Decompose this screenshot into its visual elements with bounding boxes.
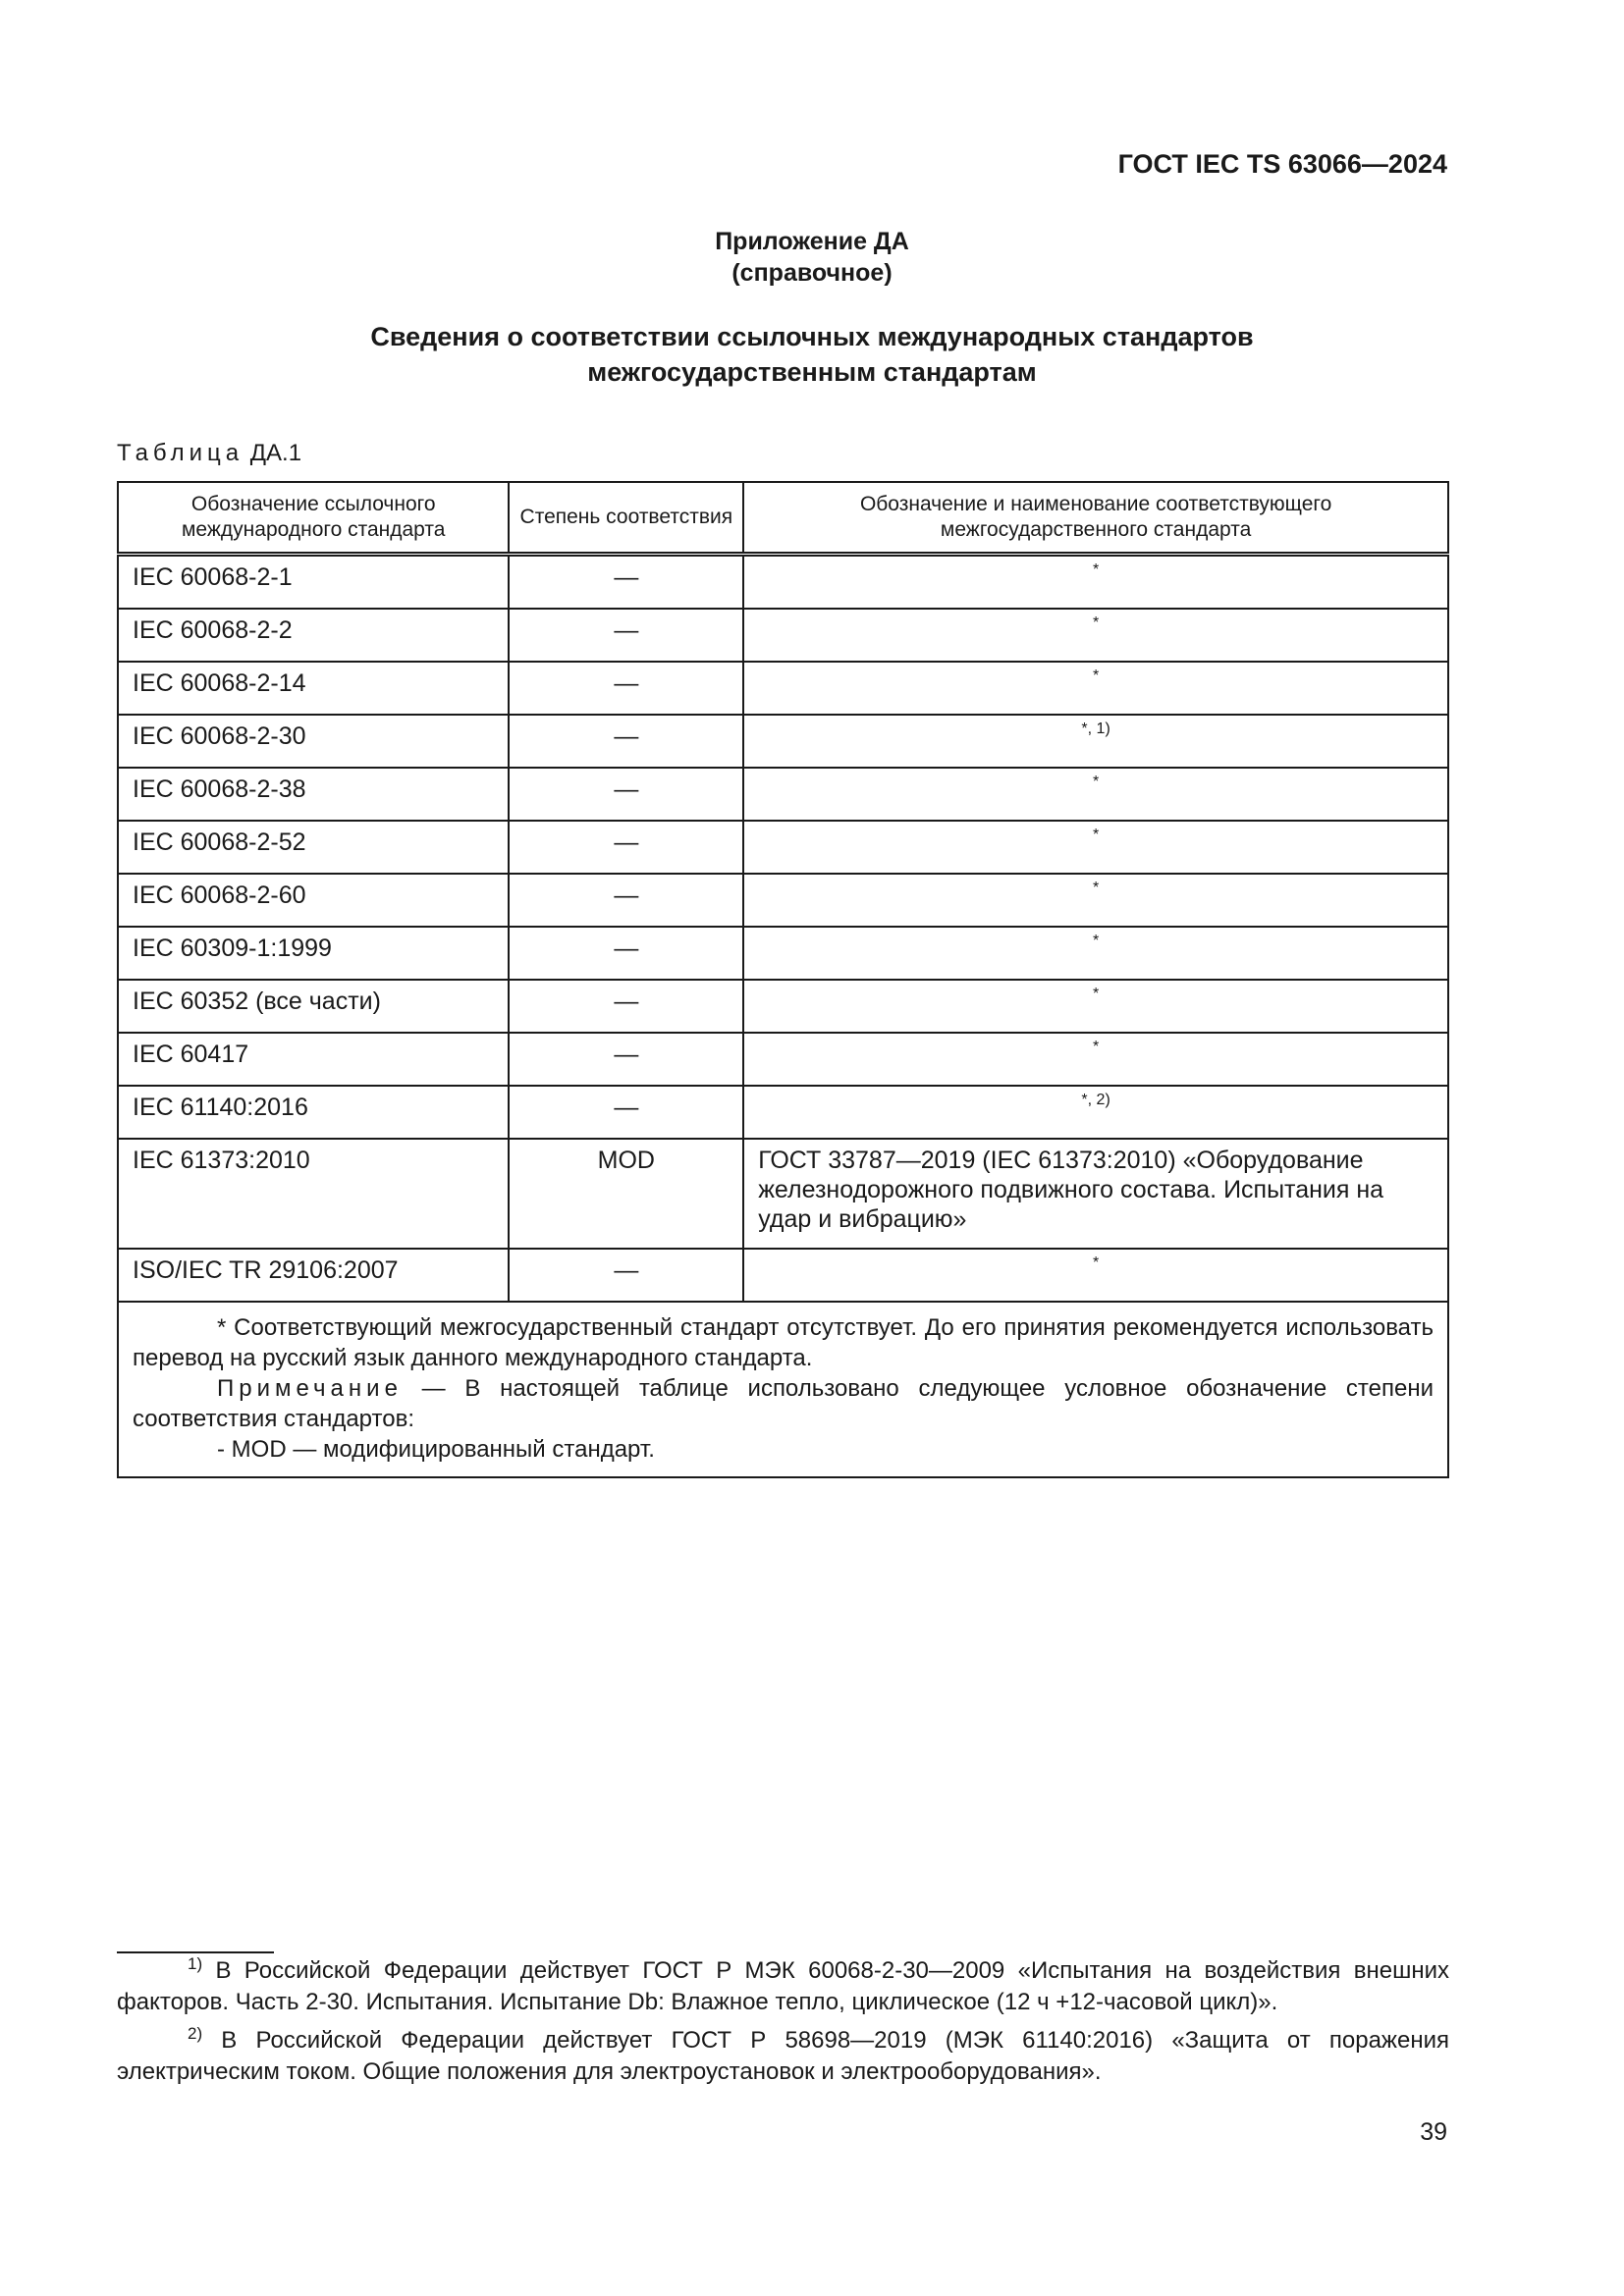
cell-national: ГОСТ 33787—2019 (IEC 61373:2010) «Оборудование железнодорожного подвижного состава. Испытания на удар и вибрацию» <box>743 1139 1448 1249</box>
cell-degree: — <box>509 555 743 610</box>
cell-national: *, 1) <box>1081 721 1110 737</box>
cell-standard: IEC 60068-2-60 <box>118 874 509 927</box>
table-row <box>118 1249 1448 1302</box>
document-header: ГОСТ IEC TS 63066—2024 <box>1117 149 1447 179</box>
cell-degree: MOD <box>509 1139 743 1249</box>
cell-degree: — <box>509 1033 743 1086</box>
table-row <box>118 927 1448 980</box>
section-title-line2: межгосударственным стандартам <box>587 357 1037 387</box>
note-paragraph <box>133 1373 1434 1434</box>
table-notes-row <box>118 1302 1448 1477</box>
footnote-1 <box>117 1955 1449 2018</box>
cell-national: * <box>1092 933 1100 949</box>
table-row <box>118 768 1448 821</box>
table-row <box>118 1139 1448 1249</box>
cell-national: *, 2) <box>1081 1092 1110 1108</box>
table-row <box>118 1033 1448 1086</box>
footnote-2 <box>117 2025 1449 2088</box>
cell-standard: IEC 60309-1:1999 <box>118 927 509 980</box>
cell-degree: — <box>509 980 743 1033</box>
section-title <box>0 319 1624 390</box>
cell-degree: — <box>509 1086 743 1139</box>
correspondence-table <box>117 481 1449 1478</box>
cell-degree: — <box>509 609 743 662</box>
cell-standard: IEC 61373:2010 <box>118 1139 509 1249</box>
footnote-2-mark: 2) <box>188 2024 203 2043</box>
cell-standard: IEC 61140:2016 <box>118 1086 509 1139</box>
table-row <box>118 874 1448 927</box>
cell-standard: ISO/IEC TR 29106:2007 <box>118 1249 509 1302</box>
cell-degree: — <box>509 821 743 874</box>
table-row <box>118 1086 1448 1139</box>
cell-standard: IEC 60068-2-2 <box>118 609 509 662</box>
footnote-1-mark: 1) <box>188 1954 203 1973</box>
cell-degree: — <box>509 715 743 768</box>
cell-degree: — <box>509 1249 743 1302</box>
footnote-1-text: В Российской Федерации действует ГОСТ Р МЭК 60068-2-30—2009 «Испытания на воздействия внешних факторов. Часть 2-30. Испытания. Испытание Db: Влажное тепло, циклическое (12 ч +12-часовой цикл)». <box>117 1957 1449 2015</box>
cell-standard: IEC 60068-2-52 <box>118 821 509 874</box>
appendix-kind: (справочное) <box>731 259 893 287</box>
cell-national: * <box>1092 880 1100 896</box>
table-notes <box>118 1302 1448 1477</box>
cell-degree: — <box>509 927 743 980</box>
table-row <box>118 980 1448 1033</box>
cell-degree: — <box>509 662 743 715</box>
note-label: Примечание <box>217 1375 403 1402</box>
column-header-national: Обозначение и наименование соответствующего межгосударственного стандарта <box>743 482 1448 555</box>
table-row <box>118 609 1448 662</box>
table-row <box>118 821 1448 874</box>
cell-degree: — <box>509 768 743 821</box>
asterisk-note: * Соответствующий межгосударственный стандарт отсутствует. До его принятия рекомендуется использовать перевод на русский язык данного международного стандарта. <box>133 1314 1434 1371</box>
table-label <box>117 440 301 467</box>
table-label-prefix: Таблица <box>117 440 244 466</box>
cell-national: * <box>1092 774 1100 790</box>
cell-national: * <box>1092 1255 1100 1271</box>
mod-definition: - MOD — модифицированный стандарт. <box>217 1436 655 1463</box>
column-header-degree: Степень соответствия <box>509 482 743 555</box>
cell-national: * <box>1092 1039 1100 1055</box>
table-row <box>118 555 1448 610</box>
cell-national: * <box>1092 561 1100 578</box>
table-header-row <box>118 482 1448 555</box>
cell-standard: IEC 60352 (все части) <box>118 980 509 1033</box>
table-row <box>118 662 1448 715</box>
cell-standard: IEC 60068-2-38 <box>118 768 509 821</box>
note-text: — В настоящей таблице использовано следующее условное обозначение степени соответствия стандартов: <box>133 1375 1434 1432</box>
cell-degree: — <box>509 874 743 927</box>
cell-national: * <box>1092 614 1100 631</box>
footnote-separator <box>117 1951 274 1953</box>
column-header-standard: Обозначение ссылочного международного стандарта <box>118 482 509 555</box>
section-title-line1: Сведения о соответствии ссылочных международных стандартов <box>370 322 1254 351</box>
page-number: 39 <box>1420 2118 1447 2146</box>
cell-standard: IEC 60417 <box>118 1033 509 1086</box>
appendix-heading <box>0 226 1624 289</box>
cell-standard: IEC 60068-2-1 <box>118 555 509 610</box>
footnote-2-text: В Российской Федерации действует ГОСТ Р 58698—2019 (МЭК 61140:2016) «Защита от поражения электрическим током. Общие положения для электроустановок и электрооборудования». <box>117 2027 1449 2085</box>
cell-national: * <box>1092 667 1100 684</box>
cell-standard: IEC 60068-2-30 <box>118 715 509 768</box>
table-row <box>118 715 1448 768</box>
cell-national: * <box>1092 986 1100 1002</box>
cell-standard: IEC 60068-2-14 <box>118 662 509 715</box>
appendix-title: Приложение ДА <box>715 228 909 255</box>
table-label-number: ДА.1 <box>249 440 302 466</box>
cell-national: * <box>1092 827 1100 843</box>
